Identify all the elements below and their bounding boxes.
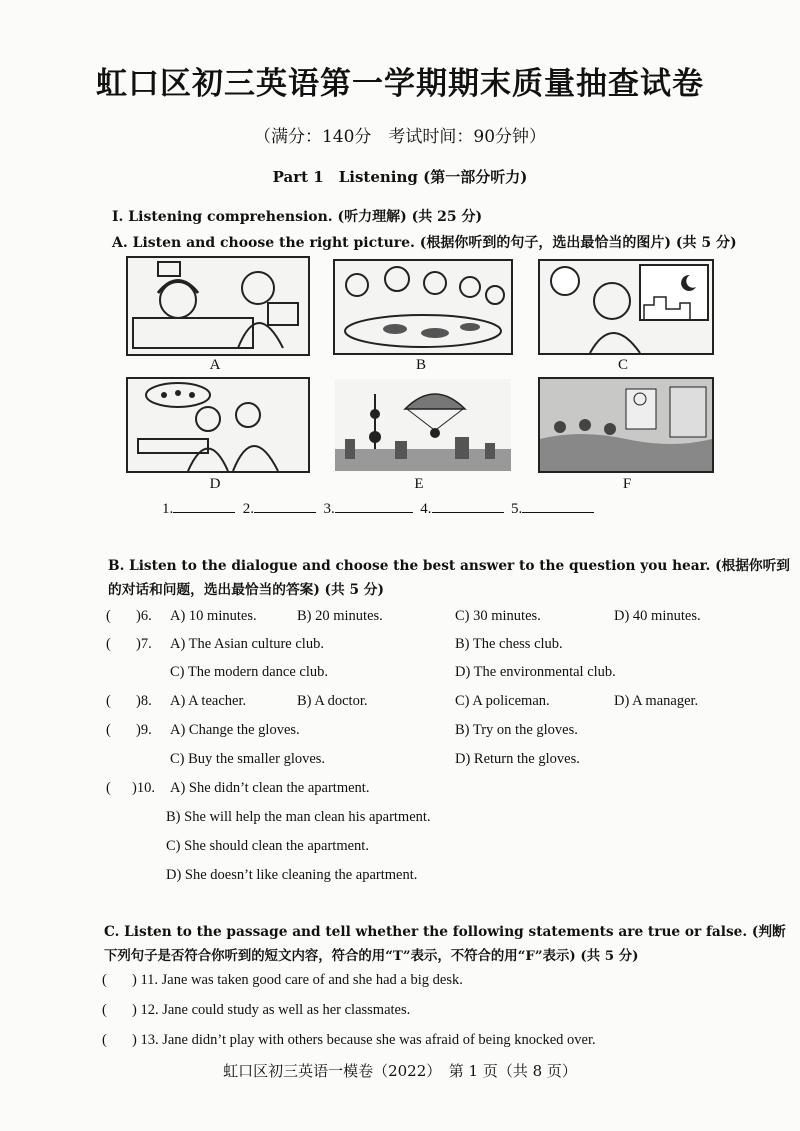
answer-blank-4[interactable] [432,498,504,513]
statement-13: ) 13. Jane didn’t play with others because she was afraid of being knocked over. [132,1032,596,1048]
option-c: C) A policeman. [455,693,550,709]
answer-paren[interactable]: ( [106,780,111,796]
option-a: A) 10 minutes. [170,608,257,624]
tired-man-window-picture [538,259,714,355]
answer-paren[interactable]: ( [102,1032,107,1048]
option-a: A) Change the gloves. [170,722,300,738]
section-b-heading-cont: 的对话和问题，选出最恰当的答案) (共 5 分) [108,582,384,598]
option-d: D) The environmental club. [455,664,616,680]
answer-num: 1. [162,501,174,517]
answer-blank-2[interactable] [254,498,316,513]
statement-11: ) 11. Jane was taken good care of and she had a big desk. [132,972,463,988]
statement-12: ) 12. Jane could study as well as her classmates. [132,1002,411,1018]
section-a-heading: A. Listen and choose the right picture. (根据你听到的句子，选出最恰当的图片) (共 5 分) [112,235,737,251]
section-i-heading: I. Listening comprehension. (听力理解) (共 25 分) [112,209,483,225]
exam-subtitle: （满分：140分 考试时间：90分钟） [253,127,547,147]
option-a: A) She didn’t clean the apartment. [170,780,370,796]
city-skyline-parachute-picture [333,377,513,473]
child-in-bed-picture [126,256,310,356]
question-number: )9. [136,722,152,738]
question-number: )10. [132,780,155,796]
answer-paren[interactable]: ( [102,1002,107,1018]
section-c-heading: C. Listen to the passage and tell whether the following statements are true or false. (判断 [104,924,786,940]
picture-label: B [415,357,426,373]
option-c: C) Buy the smaller gloves. [170,751,326,767]
option-b: B) She will help the man clean his apartment. [166,809,431,825]
answer-paren[interactable]: ( [106,722,111,738]
answer-num: 5. [511,501,523,517]
page-footer: 虹口区初三英语一模卷（2022） 第 1 页（共 8 页） [223,1062,577,1080]
answer-blank-1[interactable] [173,498,235,513]
answer-num: 2. [242,501,254,517]
section-c-heading-cont: 下列句子是否符合你听到的短文内容，符合的用“T”表示，不符合的用“F”表示) (共 5 分) [104,948,639,964]
answer-blank-3[interactable] [335,498,413,513]
picture-label: C [617,357,628,373]
classroom-picture [538,377,714,473]
option-c: C) She should clean the apartment. [166,838,369,854]
answer-paren[interactable]: ( [106,693,111,709]
option-a: A) The Asian culture club. [170,636,324,652]
option-c: C) The modern dance club. [170,664,328,680]
answer-num: 4. [420,501,432,517]
option-b: B) 20 minutes. [297,608,383,624]
option-b: B) Try on the gloves. [455,722,578,738]
part-heading: Part 1 Listening (第一部分听力) [272,168,528,186]
option-c: C) 30 minutes. [455,608,541,624]
picture-label: E [414,476,424,492]
option-b: B) The chess club. [455,636,563,652]
answer-paren[interactable]: ( [106,608,111,624]
section-b-heading: B. Listen to the dialogue and choose the best answer to the question you hear. (根据你听到 [108,558,790,574]
answer-num: 3. [323,501,335,517]
family-dinner-picture [333,259,513,355]
option-a: A) A teacher. [170,693,247,709]
option-d: D) Return the gloves. [455,751,580,767]
question-number: )7. [136,636,152,652]
answer-blanks [162,498,594,518]
answer-paren[interactable]: ( [102,972,107,988]
option-d: D) She doesn’t like cleaning the apartment. [166,867,418,883]
question-number: )8. [136,693,152,709]
answer-blank-5[interactable] [522,498,594,513]
surgery-picture [126,377,310,473]
option-d: D) 40 minutes. [614,608,701,624]
question-number: )6. [136,608,152,624]
option-b: B) A doctor. [297,693,368,709]
picture-label: F [622,476,632,492]
picture-label: D [209,476,221,492]
picture-label: A [209,357,221,373]
exam-title: 虹口区初三英语第一学期期末质量抽查试卷 [96,66,704,102]
option-d: D) A manager. [614,693,699,709]
answer-paren[interactable]: ( [106,636,111,652]
